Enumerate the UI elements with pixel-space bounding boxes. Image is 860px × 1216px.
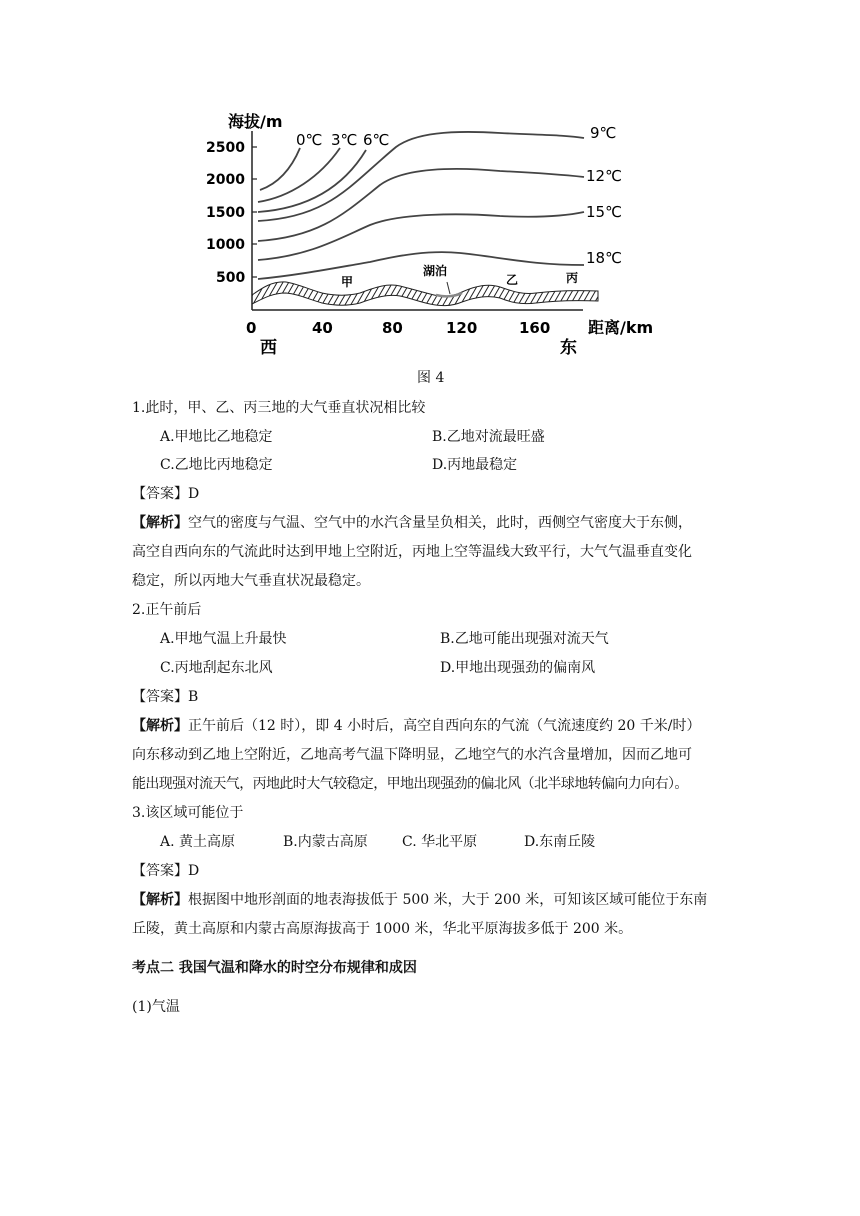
figure-caption: 图 4 bbox=[417, 370, 445, 386]
y-tick-label: 2500 bbox=[206, 140, 245, 156]
x-tick-label: 120 bbox=[446, 319, 478, 337]
q1-stem: 1.此时，甲、乙、丙三地的大气垂直状况相比较 bbox=[132, 400, 426, 416]
isotherm-label: 15℃ bbox=[586, 203, 622, 221]
section-subheading: (1)气温 bbox=[132, 999, 180, 1015]
y-tick-label: 500 bbox=[216, 270, 246, 286]
q2-option-c: C.丙地刮起东北风 bbox=[160, 660, 273, 676]
west-label: 西 bbox=[260, 338, 277, 358]
isotherm-label: 3℃ bbox=[331, 131, 358, 149]
place-label-jia: 甲 bbox=[341, 275, 354, 289]
section-heading: 考点二 我国气温和降水的时空分布规律和成因 bbox=[132, 960, 417, 976]
q3-answer: 【答案】D bbox=[132, 863, 200, 879]
x-tick-label: 80 bbox=[382, 319, 403, 337]
q1-analysis-line: 稳定，所以丙地大气垂直状况最稳定。 bbox=[132, 573, 370, 589]
isotherm-label: 18℃ bbox=[586, 249, 622, 267]
isotherm-6c bbox=[258, 150, 366, 212]
lake-pointer bbox=[447, 282, 450, 294]
lake bbox=[436, 293, 462, 296]
q3-option-b: B.内蒙古高原 bbox=[283, 834, 368, 850]
q1-analysis-line: 空气的密度与气温、空气中的水汽含量呈负相关，此时，西侧空气密度大于东侧， bbox=[188, 515, 692, 531]
isotherm-label: 12℃ bbox=[586, 167, 622, 185]
y-tick-label: 2000 bbox=[206, 172, 245, 188]
q1-analysis-tag: 【解析】 bbox=[132, 515, 188, 531]
y-tick-label: 1000 bbox=[206, 237, 245, 253]
isotherm-3c bbox=[258, 148, 340, 202]
x-tick-label: 40 bbox=[312, 319, 333, 337]
isotherm-profile-figure bbox=[200, 105, 670, 360]
q2-answer: 【答案】B bbox=[132, 689, 199, 705]
east-label: 东 bbox=[560, 338, 577, 358]
q1-option-c: C.乙地比丙地稳定 bbox=[160, 457, 273, 473]
q3-analysis-line: 根据图中地形剖面的地表海拔低于 500 米，大于 200 米，可知该区域可能位于东南 bbox=[188, 892, 708, 908]
isotherm-label: 9℃ bbox=[590, 124, 617, 142]
x-axis-label: 距离/km bbox=[588, 318, 654, 337]
isotherm-12c bbox=[258, 169, 584, 241]
q1-option-a: A.甲地比乙地稳定 bbox=[160, 429, 273, 445]
terrain-profile bbox=[252, 282, 598, 306]
x-tick-label: 0 bbox=[246, 319, 257, 337]
q3-stem: 3.该区域可能位于 bbox=[132, 805, 244, 821]
y-tick-label: 1500 bbox=[206, 205, 245, 221]
q3-option-c: C. 华北平原 bbox=[402, 834, 478, 850]
q1-option-b: B.乙地对流最旺盛 bbox=[432, 429, 545, 445]
q2-option-d: D.甲地出现强劲的偏南风 bbox=[440, 660, 596, 676]
place-label-yi: 乙 bbox=[506, 273, 519, 287]
q3-option-a: A. 黄土高原 bbox=[160, 834, 236, 850]
isotherm-0c bbox=[260, 148, 300, 190]
place-label-lake: 湖泊 bbox=[423, 264, 448, 278]
q2-analysis-line: 正午前后（12 时），即 4 小时后，高空自西向东的气流（气流速度约 20 千米/时） bbox=[188, 718, 701, 734]
y-axis-label: 海拔/m bbox=[228, 112, 283, 131]
q1-option-d: D.丙地最稳定 bbox=[432, 457, 518, 473]
q3-analysis-tag: 【解析】 bbox=[132, 892, 188, 908]
q2-stem: 2.正午前后 bbox=[132, 602, 202, 618]
q2-analysis-line: 向东移动到乙地上空附近，乙地高考气温下降明显，乙地空气的水汽含量增加，因而乙地可 bbox=[132, 747, 692, 763]
q2-analysis-tag: 【解析】 bbox=[132, 718, 188, 734]
isotherm-label: 6℃ bbox=[363, 131, 390, 149]
q1-analysis-line: 高空自西向东的气流此时达到甲地上空附近，丙地上空等温线大致平行，大气气温垂直变化 bbox=[132, 544, 692, 560]
q3-analysis-line: 丘陵，黄土高原和内蒙古高原海拔高于 1000 米，华北平原海拔多低于 200 米。 bbox=[132, 921, 633, 937]
q2-option-b: B.乙地可能出现强对流天气 bbox=[440, 631, 609, 647]
q1-answer: 【答案】D bbox=[132, 486, 200, 502]
q2-analysis-line: 能出现强对流天气，丙地此时大气较稳定，甲地出现强劲的偏北风（北半球地转偏向力向右）。 bbox=[132, 776, 688, 792]
isotherm-label: 0℃ bbox=[296, 131, 323, 149]
place-label-bing: 丙 bbox=[566, 271, 579, 285]
x-tick-label: 160 bbox=[519, 319, 551, 337]
isotherm-18c bbox=[258, 252, 584, 279]
q2-option-a: A.甲地气温上升最快 bbox=[160, 631, 287, 647]
q3-option-d: D.东南丘陵 bbox=[524, 834, 596, 850]
